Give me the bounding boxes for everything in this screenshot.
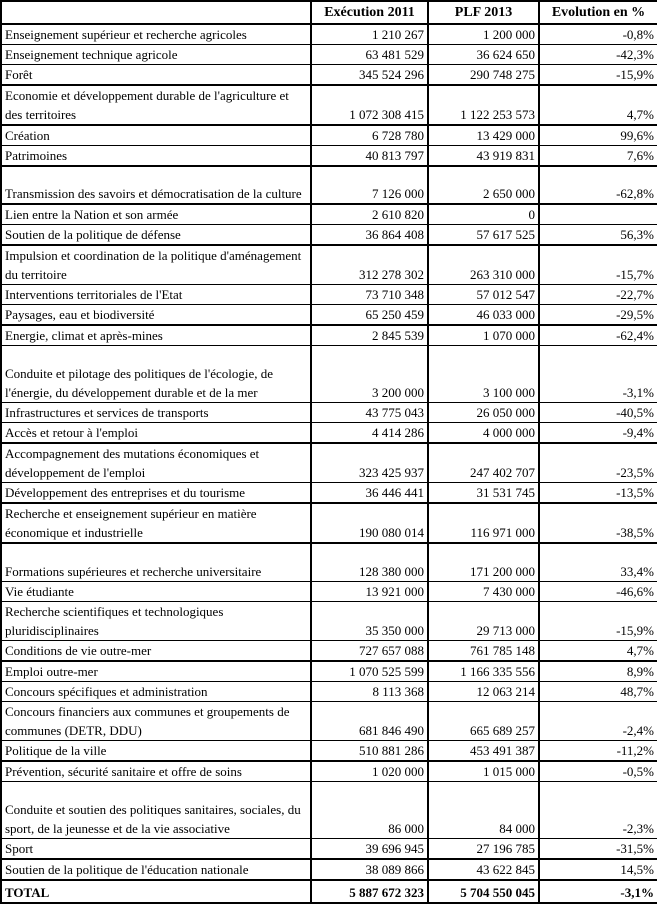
exec-2011-value: 3 200 000	[311, 346, 428, 403]
evolution-value: -3,1%	[539, 346, 657, 403]
exec-2011-value: 323 425 937	[311, 443, 428, 483]
table-row	[1, 204, 657, 225]
evolution-value: -46,6%	[539, 581, 657, 601]
exec-2011-value: 727 657 088	[311, 640, 428, 661]
row-label: Paysages, eau et biodiversité	[1, 305, 311, 326]
evolution-value: -15,9%	[539, 65, 657, 86]
exec-2011-value: 128 380 000	[311, 543, 428, 581]
plf-2013-value: 1 015 000	[428, 761, 539, 782]
table-row	[1, 781, 657, 838]
row-label: Lien entre la Nation et son armée	[1, 204, 311, 225]
evolution-value: 56,3%	[539, 225, 657, 246]
exec-2011-value: 36 864 408	[311, 225, 428, 246]
table-row	[1, 166, 657, 204]
plf-2013-value: 57 012 547	[428, 285, 539, 305]
table-row	[1, 601, 657, 640]
evolution-value: -42,3%	[539, 45, 657, 65]
plf-2013-value: 263 310 000	[428, 245, 539, 285]
table-row	[1, 285, 657, 305]
evolution-value: -0,8%	[539, 24, 657, 45]
row-label: Transmission des savoirs et démocratisation de la culture	[1, 166, 311, 204]
row-label: Recherche et enseignement supérieur en matière économique et industrielle	[1, 503, 311, 543]
evolution-value: 8,9%	[539, 661, 657, 682]
plf-2013-value: 247 402 707	[428, 443, 539, 483]
table-row	[1, 24, 657, 45]
table-row	[1, 443, 657, 483]
plf-2013-value: 43 919 831	[428, 146, 539, 167]
table-body	[1, 24, 657, 903]
table-row	[1, 761, 657, 782]
evolution-value: -2,4%	[539, 701, 657, 740]
evolution-value: -62,4%	[539, 325, 657, 346]
table-row	[1, 640, 657, 661]
plf-2013-value: 13 429 000	[428, 125, 539, 146]
table-row	[1, 245, 657, 285]
evolution-value: -38,5%	[539, 503, 657, 543]
column-header-label	[1, 1, 311, 24]
table-row	[1, 325, 657, 346]
exec-2011-value: 1 210 267	[311, 24, 428, 45]
table-row	[1, 503, 657, 543]
plf-2013-value: 1 200 000	[428, 24, 539, 45]
table-row	[1, 483, 657, 504]
exec-2011-value: 13 921 000	[311, 581, 428, 601]
row-label: Emploi outre-mer	[1, 661, 311, 682]
exec-2011-value: 312 278 302	[311, 245, 428, 285]
plf-2013-value: 290 748 275	[428, 65, 539, 86]
evolution-value: -0,5%	[539, 761, 657, 782]
column-header-execution-2011: Exécution 2011	[311, 1, 428, 24]
plf-2013-value: 36 624 650	[428, 45, 539, 65]
exec-2011-value: 40 813 797	[311, 146, 428, 167]
table-row	[1, 146, 657, 167]
row-label: Soutien de la politique de défense	[1, 225, 311, 246]
row-label: Concours financiers aux communes et groupements de communes (DETR, DDU)	[1, 701, 311, 740]
evolution-value: 14,5%	[539, 859, 657, 880]
row-label: Infrastructures et services de transports	[1, 403, 311, 423]
plf-2013-value: 27 196 785	[428, 838, 539, 859]
plf-2013-value: 0	[428, 204, 539, 225]
total-row	[1, 880, 657, 903]
evolution-value: 33,4%	[539, 543, 657, 581]
exec-2011-value: 38 089 866	[311, 859, 428, 880]
evolution-value: -31,5%	[539, 838, 657, 859]
exec-2011-value: 510 881 286	[311, 740, 428, 761]
row-label: Accès et retour à l'emploi	[1, 423, 311, 444]
row-label: Développement des entreprises et du tourisme	[1, 483, 311, 504]
table-row	[1, 740, 657, 761]
row-label: Politique de la ville	[1, 740, 311, 761]
plf-2013-value: 1 070 000	[428, 325, 539, 346]
plf-2013-value: 26 050 000	[428, 403, 539, 423]
row-label: Formations supérieures et recherche universitaire	[1, 543, 311, 581]
exec-2011-value: 43 775 043	[311, 403, 428, 423]
evolution-value: -15,9%	[539, 601, 657, 640]
exec-2011-value: 5 887 672 323	[311, 880, 428, 903]
exec-2011-value: 345 524 296	[311, 65, 428, 86]
evolution-value	[539, 204, 657, 225]
row-label: Création	[1, 125, 311, 146]
table-row	[1, 838, 657, 859]
table-row	[1, 65, 657, 86]
plf-2013-value: 84 000	[428, 781, 539, 838]
plf-2013-value: 3 100 000	[428, 346, 539, 403]
table-row	[1, 661, 657, 682]
table-row	[1, 681, 657, 701]
row-label: TOTAL	[1, 880, 311, 903]
exec-2011-value: 4 414 286	[311, 423, 428, 444]
exec-2011-value: 63 481 529	[311, 45, 428, 65]
plf-2013-value: 1 166 335 556	[428, 661, 539, 682]
plf-2013-value: 46 033 000	[428, 305, 539, 326]
row-label: Enseignement technique agricole	[1, 45, 311, 65]
row-label: Economie et développement durable de l'agriculture et des territoires	[1, 85, 311, 125]
row-label: Enseignement supérieur et recherche agricoles	[1, 24, 311, 45]
header-row	[1, 1, 657, 24]
row-label: Sport	[1, 838, 311, 859]
evolution-value: -15,7%	[539, 245, 657, 285]
evolution-value: -9,4%	[539, 423, 657, 444]
evolution-value: 48,7%	[539, 681, 657, 701]
row-label: Forêt	[1, 65, 311, 86]
evolution-value: 99,6%	[539, 125, 657, 146]
row-label: Energie, climat et après-mines	[1, 325, 311, 346]
table-row	[1, 305, 657, 326]
row-label: Prévention, sécurité sanitaire et offre de soins	[1, 761, 311, 782]
row-label: Recherche scientifiques et technologiques pluridisciplinaires	[1, 601, 311, 640]
exec-2011-value: 190 080 014	[311, 503, 428, 543]
evolution-value: -22,7%	[539, 285, 657, 305]
exec-2011-value: 39 696 945	[311, 838, 428, 859]
exec-2011-value: 681 846 490	[311, 701, 428, 740]
plf-2013-value: 116 971 000	[428, 503, 539, 543]
plf-2013-value: 12 063 214	[428, 681, 539, 701]
table-row	[1, 225, 657, 246]
evolution-value: -13,5%	[539, 483, 657, 504]
evolution-value: -2,3%	[539, 781, 657, 838]
evolution-value: 4,7%	[539, 85, 657, 125]
table-row	[1, 423, 657, 444]
exec-2011-value: 2 610 820	[311, 204, 428, 225]
evolution-value: -3,1%	[539, 880, 657, 903]
table-row	[1, 403, 657, 423]
plf-2013-value: 2 650 000	[428, 166, 539, 204]
evolution-value: 4,7%	[539, 640, 657, 661]
plf-2013-value: 453 491 387	[428, 740, 539, 761]
table-row	[1, 581, 657, 601]
column-header-evolution: Evolution en %	[539, 1, 657, 24]
row-label: Interventions territoriales de l'Etat	[1, 285, 311, 305]
plf-2013-value: 7 430 000	[428, 581, 539, 601]
evolution-value: -23,5%	[539, 443, 657, 483]
evolution-value: -11,2%	[539, 740, 657, 761]
plf-2013-value: 665 689 257	[428, 701, 539, 740]
table-row	[1, 543, 657, 581]
plf-2013-value: 29 713 000	[428, 601, 539, 640]
table-row	[1, 346, 657, 403]
plf-2013-value: 761 785 148	[428, 640, 539, 661]
plf-2013-value: 1 122 253 573	[428, 85, 539, 125]
table-row	[1, 701, 657, 740]
evolution-value: -62,8%	[539, 166, 657, 204]
row-label: Conduite et pilotage des politiques de l'écologie, de l'énergie, du développement durable et de la mer	[1, 346, 311, 403]
table-row	[1, 45, 657, 65]
column-header-plf-2013: PLF 2013	[428, 1, 539, 24]
exec-2011-value: 86 000	[311, 781, 428, 838]
plf-2013-value: 171 200 000	[428, 543, 539, 581]
row-label: Conduite et soutien des politiques sanitaires, sociales, du sport, de la jeunesse et de la vie associative	[1, 781, 311, 838]
exec-2011-value: 1 070 525 599	[311, 661, 428, 682]
row-label: Conditions de vie outre-mer	[1, 640, 311, 661]
exec-2011-value: 36 446 441	[311, 483, 428, 504]
exec-2011-value: 35 350 000	[311, 601, 428, 640]
plf-2013-value: 5 704 550 045	[428, 880, 539, 903]
plf-2013-value: 31 531 745	[428, 483, 539, 504]
row-label: Vie étudiante	[1, 581, 311, 601]
evolution-value: -29,5%	[539, 305, 657, 326]
exec-2011-value: 1 020 000	[311, 761, 428, 782]
exec-2011-value: 7 126 000	[311, 166, 428, 204]
row-label: Accompagnement des mutations économiques et développement de l'emploi	[1, 443, 311, 483]
plf-2013-value: 57 617 525	[428, 225, 539, 246]
row-label: Impulsion et coordination de la politique d'aménagement du territoire	[1, 245, 311, 285]
exec-2011-value: 2 845 539	[311, 325, 428, 346]
table-row	[1, 859, 657, 880]
exec-2011-value: 1 072 308 415	[311, 85, 428, 125]
exec-2011-value: 6 728 780	[311, 125, 428, 146]
row-label: Soutien de la politique de l'éducation nationale	[1, 859, 311, 880]
exec-2011-value: 65 250 459	[311, 305, 428, 326]
plf-2013-value: 4 000 000	[428, 423, 539, 444]
row-label: Concours spécifiques et administration	[1, 681, 311, 701]
evolution-value: -40,5%	[539, 403, 657, 423]
plf-2013-value: 43 622 845	[428, 859, 539, 880]
exec-2011-value: 73 710 348	[311, 285, 428, 305]
exec-2011-value: 8 113 368	[311, 681, 428, 701]
row-label: Patrimoines	[1, 146, 311, 167]
evolution-value: 7,6%	[539, 146, 657, 167]
table-row	[1, 125, 657, 146]
table-row	[1, 85, 657, 125]
